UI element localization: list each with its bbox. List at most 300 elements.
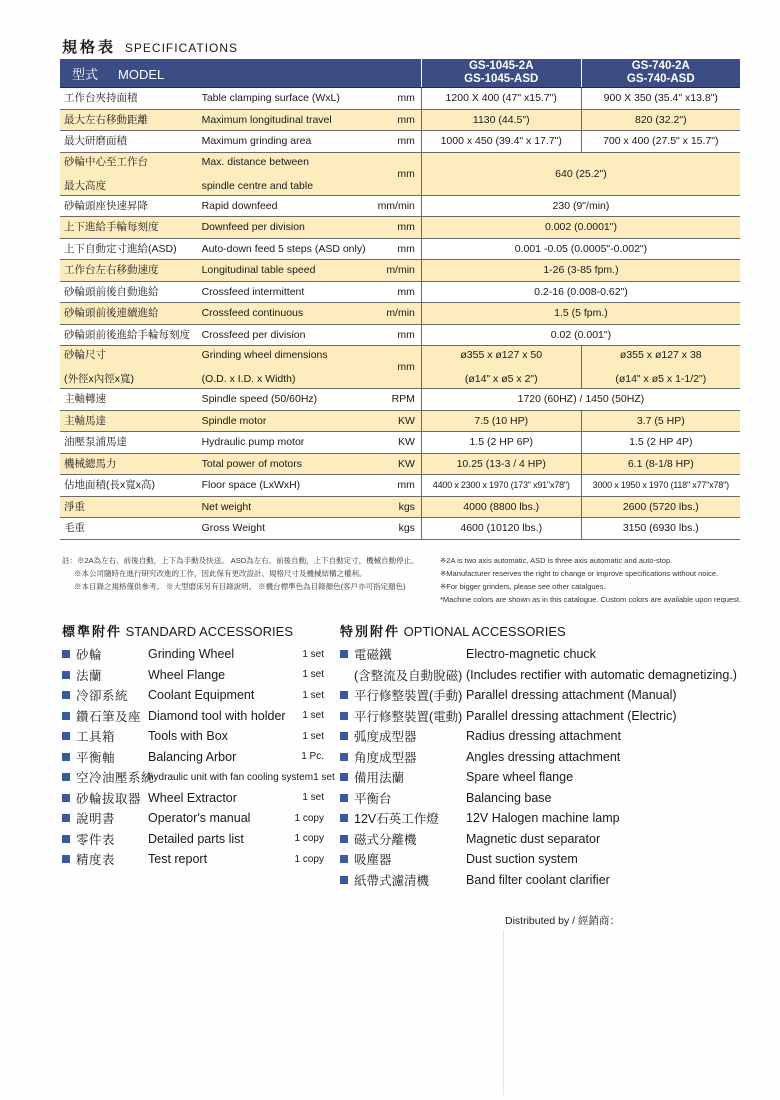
bullet-square-icon xyxy=(62,712,70,720)
spec-value-shared xyxy=(421,324,740,346)
accessory-zh: 砂輪 xyxy=(76,648,103,663)
spec-value-model-1 xyxy=(421,346,581,389)
spec-label-en-text-2: spindle centre and table xyxy=(201,179,314,192)
spec-label-en-text: Gross Weight xyxy=(201,522,265,535)
accessory-en: (Includes rectifier with automatic demagnetizing.) xyxy=(466,667,737,682)
spec-value-text: 1.5 (2 HP 4P) xyxy=(629,436,693,449)
accessory-zh: 電磁鐵 xyxy=(354,648,392,663)
title-zh: 規格表 xyxy=(62,39,117,56)
spec-row xyxy=(60,432,740,454)
spec-label-zh xyxy=(60,238,198,260)
spec-label-zh xyxy=(60,88,198,110)
spec-value-model-2 xyxy=(581,432,740,454)
spec-value-text: 3000 x 1950 x 1970 (118" x77"x78") xyxy=(592,480,729,491)
accessory-qty: 1 set xyxy=(302,669,324,681)
note-en-line: *Machine colors are shown as in this catalogue. Custom colors are available upon request. xyxy=(440,595,741,604)
spec-label-en xyxy=(198,389,370,411)
spec-value-text: 1200 X 400 (47" x15.7") xyxy=(445,92,557,105)
spec-label-en-text: Rapid downfeed xyxy=(201,199,278,212)
accessory-en: Parallel dressing attachment (Electric) xyxy=(466,708,677,723)
accessory-en: Coolant Equipment xyxy=(148,688,255,703)
spec-unit-text: KW xyxy=(397,436,415,449)
spec-unit xyxy=(370,518,422,540)
standard-accessory-item xyxy=(62,747,324,768)
spec-label-zh-text: 砂輪頭前後進給手輪每刻度 xyxy=(64,328,190,341)
bullet-square-icon xyxy=(340,835,348,843)
standard-accessory-item xyxy=(62,706,324,727)
title-en: SPECIFICATIONS xyxy=(124,41,239,55)
accessory-zh: 備用法蘭 xyxy=(354,771,405,786)
spec-label-zh xyxy=(60,389,198,411)
spec-value-model-1 xyxy=(421,453,581,475)
distributed-by: Distributed by / 經銷商： xyxy=(505,915,620,927)
accessory-zh: 吸塵器 xyxy=(354,853,392,868)
spec-label-en-text: Maximum grinding area xyxy=(201,135,312,148)
optional-accessory-item xyxy=(340,829,740,850)
optional-accessories-title xyxy=(340,621,740,640)
spec-value-model-1 xyxy=(421,518,581,540)
optional-accessory-item xyxy=(340,849,740,870)
bullet-square-icon xyxy=(340,855,348,863)
spec-unit xyxy=(370,346,422,389)
spec-value-model-2 xyxy=(581,109,740,131)
accessory-en: Radius dressing attachment xyxy=(466,729,621,744)
accessory-en: Balancing Arbor xyxy=(148,749,237,764)
accessory-en: Diamond tool with holder xyxy=(148,708,286,723)
spec-label-zh-text: 砂輪尺寸 xyxy=(64,349,106,361)
accessory-zh: 砂輪拔取器 xyxy=(76,791,142,806)
standard-accessory-item xyxy=(62,726,324,747)
accessory-zh: 工具箱 xyxy=(76,730,116,745)
spec-label-zh xyxy=(60,109,198,131)
spec-label-zh xyxy=(60,195,198,217)
spec-unit-text: mm xyxy=(397,135,415,148)
accessory-zh: 平行修整裝置(電動) xyxy=(354,709,463,724)
spec-unit xyxy=(370,389,422,411)
spec-unit-text: mm xyxy=(397,479,415,492)
bullet-square-icon xyxy=(340,773,348,781)
spec-row xyxy=(60,131,740,153)
spec-value-text: 6.1 (8-1/8 HP) xyxy=(627,457,694,470)
spec-value-text: 700 x 400 (27.5" x 15.7") xyxy=(603,135,719,148)
spec-unit xyxy=(370,260,422,282)
spec-label-zh-text: 淨重 xyxy=(64,500,85,513)
spec-label-zh-text: 上下進給手輪每刻度 xyxy=(64,221,159,234)
spec-label-zh xyxy=(60,410,198,432)
spec-unit-text: m/min xyxy=(386,307,415,320)
spec-value-model-2 xyxy=(581,496,740,518)
standard-accessory-item xyxy=(62,644,324,665)
spec-value-text: 3150 (6930 lbs.) xyxy=(622,522,699,535)
optional-accessory-item xyxy=(340,665,740,686)
spec-label-en xyxy=(198,217,370,239)
notes-zh xyxy=(62,554,434,593)
spec-label-en-text: Floor space (LxWxH) xyxy=(201,479,301,492)
spec-unit-text: mm xyxy=(397,361,415,373)
optional-accessory-item xyxy=(340,788,740,809)
spec-label-en-text: Auto-down feed 5 steps (ASD only) xyxy=(201,242,366,255)
spec-label-zh-text: 最大左右移動距離 xyxy=(64,113,148,126)
spec-header-row xyxy=(60,59,740,88)
spec-label-zh xyxy=(60,324,198,346)
accessory-en: Wheel Extractor xyxy=(148,790,237,805)
optional-accessory-item xyxy=(340,808,740,829)
spec-value-model-1 xyxy=(421,410,581,432)
accessory-en: Detailed parts list xyxy=(148,831,244,846)
accessory-qty: 1 set xyxy=(302,710,324,722)
spec-value-shared xyxy=(421,152,740,195)
bullet-square-icon xyxy=(340,671,348,679)
accessory-en: Spare wheel flange xyxy=(466,770,574,785)
accessory-zh: 冷卻系統 xyxy=(76,689,129,704)
spec-label-en xyxy=(198,346,370,389)
spec-label-en xyxy=(198,324,370,346)
spec-row xyxy=(60,303,740,325)
spec-unit xyxy=(370,217,422,239)
spec-label-zh-text: 佔地面積(長x寬x高) xyxy=(64,479,155,492)
spec-label-zh-text: 工作台左右移動速度 xyxy=(64,264,159,277)
spec-value-text: 4600 (10120 lbs.) xyxy=(460,522,543,535)
spec-label-zh xyxy=(60,131,198,153)
standard-accessories-title xyxy=(62,621,324,640)
accessory-zh: 平衡台 xyxy=(354,791,392,806)
spec-label-zh xyxy=(60,217,198,239)
spec-row xyxy=(60,518,740,540)
standard-accessory-item xyxy=(62,849,324,870)
spec-label-en xyxy=(198,453,370,475)
spec-value-text: 900 X 350 (35.4" x13.8") xyxy=(603,92,718,105)
spec-label-zh xyxy=(60,496,198,518)
spec-unit-text: mm xyxy=(397,242,415,255)
accessory-en: Band filter coolant clarifier xyxy=(466,872,610,887)
spec-unit xyxy=(370,131,422,153)
spec-label-en xyxy=(198,238,370,260)
accessory-en: Magnetic dust separator xyxy=(466,831,601,846)
spec-unit-text: mm xyxy=(397,167,415,180)
spec-label-zh-text: 上下自動定寸進給(ASD) xyxy=(64,242,177,255)
spec-row xyxy=(60,496,740,518)
spec-row xyxy=(60,475,740,497)
bullet-square-icon xyxy=(62,671,70,679)
spec-row xyxy=(60,346,740,389)
accessory-zh: 平行修整裝置(手動) xyxy=(354,689,463,704)
accessory-qty: 1 set xyxy=(313,771,335,783)
note-en-line: ※2A is two axis automatic, ASD is three axis automatic and auto-stop. xyxy=(440,556,673,565)
spec-row xyxy=(60,195,740,217)
spec-value-text: 10.25 (13-3 / 4 HP) xyxy=(456,457,546,470)
standard-accessory-item xyxy=(62,808,324,829)
accessory-zh: 零件表 xyxy=(76,832,116,847)
spec-label-zh xyxy=(60,303,198,325)
spec-row xyxy=(60,281,740,303)
spec-unit xyxy=(370,324,422,346)
spec-value-text: 7.5 (10 HP) xyxy=(474,414,529,427)
accessory-en: Wheel Flange xyxy=(148,667,226,682)
spec-row xyxy=(60,389,740,411)
bullet-square-icon xyxy=(62,773,70,781)
accessory-en: Balancing base xyxy=(466,790,552,805)
bullet-square-icon xyxy=(62,855,70,863)
spec-value-text-2: (ø14" x ø5 x 1-1/2") xyxy=(615,373,707,385)
spec-row xyxy=(60,324,740,346)
accessory-zh: 說明書 xyxy=(76,812,116,827)
bullet-square-icon xyxy=(340,650,348,658)
accessory-en: Angles dressing attachment xyxy=(466,749,621,764)
spec-label-en xyxy=(198,496,370,518)
accessory-zh: 紙帶式濾清機 xyxy=(354,873,430,888)
optional-title-zh: 特別附件 xyxy=(340,624,401,639)
spec-value-shared xyxy=(421,303,740,325)
spec-row xyxy=(60,453,740,475)
model-1-name-a: GS-1045-2A xyxy=(468,60,534,72)
spec-label-en-text: Crossfeed per division xyxy=(201,328,306,341)
spec-value-text: 0.02 (0.001") xyxy=(550,328,612,341)
spec-label-en-text: Total power of motors xyxy=(201,457,302,470)
spec-row xyxy=(60,260,740,282)
bullet-square-icon xyxy=(62,691,70,699)
spec-label-zh-text: 主軸轉速 xyxy=(64,393,106,406)
accessory-en: Tools with Box xyxy=(148,729,228,744)
spec-unit-text: KW xyxy=(397,414,415,427)
optional-accessory-item xyxy=(340,726,740,747)
spec-label-en-text: Maximum longitudinal travel xyxy=(201,113,332,126)
spec-value-model-1 xyxy=(421,88,581,110)
standard-accessory-item xyxy=(62,829,324,850)
spec-unit xyxy=(370,303,422,325)
note-zh-line: ※本公司隨時在進行研究改進的工作，因此保有更改設計、規格尺寸及機械結構之權利。 xyxy=(74,569,367,578)
spec-value-text: 3.7 (5 HP) xyxy=(636,414,685,427)
spec-unit-text: kgs xyxy=(398,522,415,535)
accessory-qty: 1 set xyxy=(302,648,324,660)
spec-label-en-text: Grinding wheel dimensions xyxy=(201,349,328,361)
spec-value-shared xyxy=(421,238,740,260)
optional-accessory-item xyxy=(340,747,740,768)
bullet-square-icon xyxy=(340,794,348,802)
spec-unit-text: RPM xyxy=(391,393,415,406)
spec-value-shared xyxy=(421,217,740,239)
spec-unit xyxy=(370,453,422,475)
spec-label-zh-text: 機械總馬力 xyxy=(64,457,117,470)
spec-value-model-1 xyxy=(421,475,581,497)
bullet-square-icon xyxy=(62,794,70,802)
optional-accessories xyxy=(340,621,740,890)
spec-label-zh-text: 砂輪頭座快速昇降 xyxy=(64,199,148,212)
spec-value-text: 230 (9"/min) xyxy=(552,199,610,212)
spec-row xyxy=(60,217,740,239)
spec-label-en xyxy=(198,410,370,432)
spec-value-model-2 xyxy=(581,453,740,475)
divider-line xyxy=(503,930,504,1095)
model-2-header xyxy=(581,59,740,88)
note-zh-line: 註：※2A為左右、前後自動，上下為手動及快送。 ASD為左右、前後自動，上下自動定寸，機械自動停止。 xyxy=(62,556,419,565)
optional-accessory-item xyxy=(340,644,740,665)
standard-accessory-item xyxy=(62,788,324,809)
spec-unit-text: KW xyxy=(397,457,415,470)
spec-value-text: 820 (32.2") xyxy=(634,113,687,126)
spec-label-zh-text: 砂輪中心至工作台 xyxy=(64,155,148,168)
spec-unit xyxy=(370,496,422,518)
spec-unit xyxy=(370,432,422,454)
spec-unit xyxy=(370,152,422,195)
model-header-en: MODEL xyxy=(118,66,165,82)
model-1-name-b: GS-1045-ASD xyxy=(464,73,539,85)
bullet-square-icon xyxy=(340,712,348,720)
bullet-square-icon xyxy=(62,732,70,740)
accessory-zh: 12V石英工作燈 xyxy=(354,812,439,827)
bullet-square-icon xyxy=(340,876,348,884)
bullet-square-icon xyxy=(62,753,70,761)
optional-accessory-item xyxy=(340,767,740,788)
accessory-zh: 精度表 xyxy=(76,853,116,868)
spec-label-zh-text: 毛重 xyxy=(64,522,85,535)
spec-unit xyxy=(370,195,422,217)
spec-value-text: 2600 (5720 lbs.) xyxy=(622,500,699,513)
spec-value-text: 640 (25.2") xyxy=(555,167,607,180)
spec-label-en-text: Spindle speed (50/60Hz) xyxy=(201,393,318,406)
accessory-qty: 1 copy xyxy=(294,833,324,845)
spec-value-text: 1720 (60HZ) / 1450 (50HZ) xyxy=(517,393,645,406)
model-header-zh: 型式 xyxy=(72,66,99,82)
spec-label-en xyxy=(198,131,370,153)
spec-value-text: 4400 x 2300 x 1970 (173" x91"x78") xyxy=(432,480,570,491)
spec-label-zh xyxy=(60,453,198,475)
spec-label-zh-text: 主軸馬達 xyxy=(64,414,106,427)
spec-value-model-2 xyxy=(581,475,740,497)
spec-label-en-text: Crossfeed continuous xyxy=(201,307,304,320)
accessory-qty: 1 set xyxy=(302,730,324,742)
accessory-qty: 1 copy xyxy=(294,812,324,824)
spec-value-text: 1.5 (2 HP 6P) xyxy=(469,436,533,449)
standard-title-zh: 標準附件 xyxy=(62,624,123,639)
spec-value-text: 4000 (8800 lbs.) xyxy=(463,500,540,513)
spec-label-zh-text-2: 最大高度 xyxy=(64,179,106,192)
spec-label-en xyxy=(198,195,370,217)
spec-unit xyxy=(370,475,422,497)
note-en-line: ※Manufacturer reserves the right to change or improve specifications without noice. xyxy=(440,569,719,578)
accessory-en: Dust suction system xyxy=(466,852,578,867)
spec-value-model-2 xyxy=(581,88,740,110)
spec-label-en xyxy=(198,475,370,497)
spec-row xyxy=(60,109,740,131)
spec-label-en xyxy=(198,260,370,282)
spec-label-zh-text: 油壓泵浦馬達 xyxy=(64,436,127,449)
spec-value-text: 0.2-16 (0.008-0.62") xyxy=(534,285,628,298)
optional-title-en: OPTIONAL ACCESSORIES xyxy=(403,624,566,639)
accessory-zh: 弧度成型器 xyxy=(354,730,417,745)
spec-label-en-text-2: (O.D. x I.D. x Width) xyxy=(201,373,296,385)
spec-label-zh-text-2: (外徑x內徑x寬) xyxy=(64,373,134,385)
spec-value-shared xyxy=(421,389,740,411)
note-en-line: ※For bigger grinders, please see other catalgues. xyxy=(440,582,606,591)
bullet-square-icon xyxy=(340,814,348,822)
spec-label-zh-text: 工作台夾持面積 xyxy=(64,92,138,105)
spec-label-en xyxy=(198,152,370,195)
bullet-square-icon xyxy=(340,753,348,761)
accessory-zh: 空冷油壓系統 xyxy=(76,771,155,786)
spec-label-en xyxy=(198,303,370,325)
note-zh-line: ※本目錄之規格僅供參考。 ※大型磨床另有目錄說明。 ※機台標準色為目錄顏色(客戶亦可指定顏色) xyxy=(74,582,406,591)
bullet-square-icon xyxy=(62,814,70,822)
spec-row xyxy=(60,410,740,432)
accessory-qty: 1 copy xyxy=(294,853,324,865)
spec-label-zh xyxy=(60,260,198,282)
spec-unit xyxy=(370,281,422,303)
spec-label-zh-text: 砂輪頭前後連續進給 xyxy=(64,307,159,320)
spec-value-model-1 xyxy=(421,131,581,153)
spec-label-zh xyxy=(60,346,198,389)
spec-unit xyxy=(370,238,422,260)
optional-accessory-item xyxy=(340,870,740,891)
accessory-en: hydraulic unit with fan cooling system xyxy=(148,771,314,783)
spec-value-text-2: (ø14" x ø5 x 2") xyxy=(464,373,538,385)
spec-value-model-2 xyxy=(581,346,740,389)
standard-accessory-item xyxy=(62,685,324,706)
accessory-zh: 平衡軸 xyxy=(76,750,116,765)
spec-unit-text: mm xyxy=(397,285,415,298)
optional-accessory-item xyxy=(340,685,740,706)
spec-value-shared xyxy=(421,260,740,282)
spec-value-text: ø355 x ø127 x 38 xyxy=(619,349,702,361)
spec-value-text: 1-26 (3-85 fpm.) xyxy=(543,264,619,277)
spec-label-en xyxy=(198,109,370,131)
accessory-zh: (含整流及自動脫磁) xyxy=(354,668,463,683)
accessory-en: Electro-magnetic chuck xyxy=(466,647,596,662)
spec-label-zh-text: 最大研磨面積 xyxy=(64,135,127,148)
spec-label-en-text: Net weight xyxy=(201,500,252,513)
model-2-name-b: GS-740-ASD xyxy=(626,73,695,85)
spec-value-model-1 xyxy=(421,432,581,454)
spec-value-text: 1130 (44.5") xyxy=(472,113,530,126)
spec-label-en-text: Spindle motor xyxy=(201,414,267,427)
spec-table xyxy=(60,59,740,540)
spec-row xyxy=(60,238,740,260)
standard-accessory-item xyxy=(62,665,324,686)
spec-unit xyxy=(370,88,422,110)
spec-unit-text: mm/min xyxy=(377,199,415,212)
standard-title-en: STANDARD ACCESSORIES xyxy=(125,624,293,639)
spec-label-en xyxy=(198,88,370,110)
spec-label-zh xyxy=(60,281,198,303)
model-header-label xyxy=(60,59,421,88)
accessory-en: Parallel dressing attachment (Manual) xyxy=(466,688,677,703)
spec-unit-text: mm xyxy=(397,328,415,341)
page-title xyxy=(62,36,238,57)
model-1-header xyxy=(421,59,581,88)
spec-label-en-text: Hydraulic pump motor xyxy=(201,436,305,449)
spec-label-zh-text: 砂輪頭前後自動進給 xyxy=(64,285,159,298)
spec-label-en-text: Longitudinal table speed xyxy=(201,264,316,277)
spec-value-model-2 xyxy=(581,518,740,540)
spec-unit-text: mm xyxy=(397,221,415,234)
bullet-square-icon xyxy=(340,732,348,740)
spec-unit xyxy=(370,410,422,432)
spec-label-zh xyxy=(60,432,198,454)
accessory-qty: 1 Pc. xyxy=(301,751,324,763)
model-2-name-a: GS-740-2A xyxy=(631,60,690,72)
spec-value-model-1 xyxy=(421,496,581,518)
standard-accessories xyxy=(62,621,335,870)
spec-value-shared xyxy=(421,281,740,303)
accessory-qty: 1 set xyxy=(302,792,324,804)
accessory-zh: 角度成型器 xyxy=(354,750,417,765)
spec-unit-text: kgs xyxy=(398,500,415,513)
spec-label-zh xyxy=(60,152,198,195)
optional-accessory-item xyxy=(340,706,740,727)
spec-label-en xyxy=(198,281,370,303)
spec-value-shared xyxy=(421,195,740,217)
spec-value-model-2 xyxy=(581,131,740,153)
spec-label-zh xyxy=(60,518,198,540)
